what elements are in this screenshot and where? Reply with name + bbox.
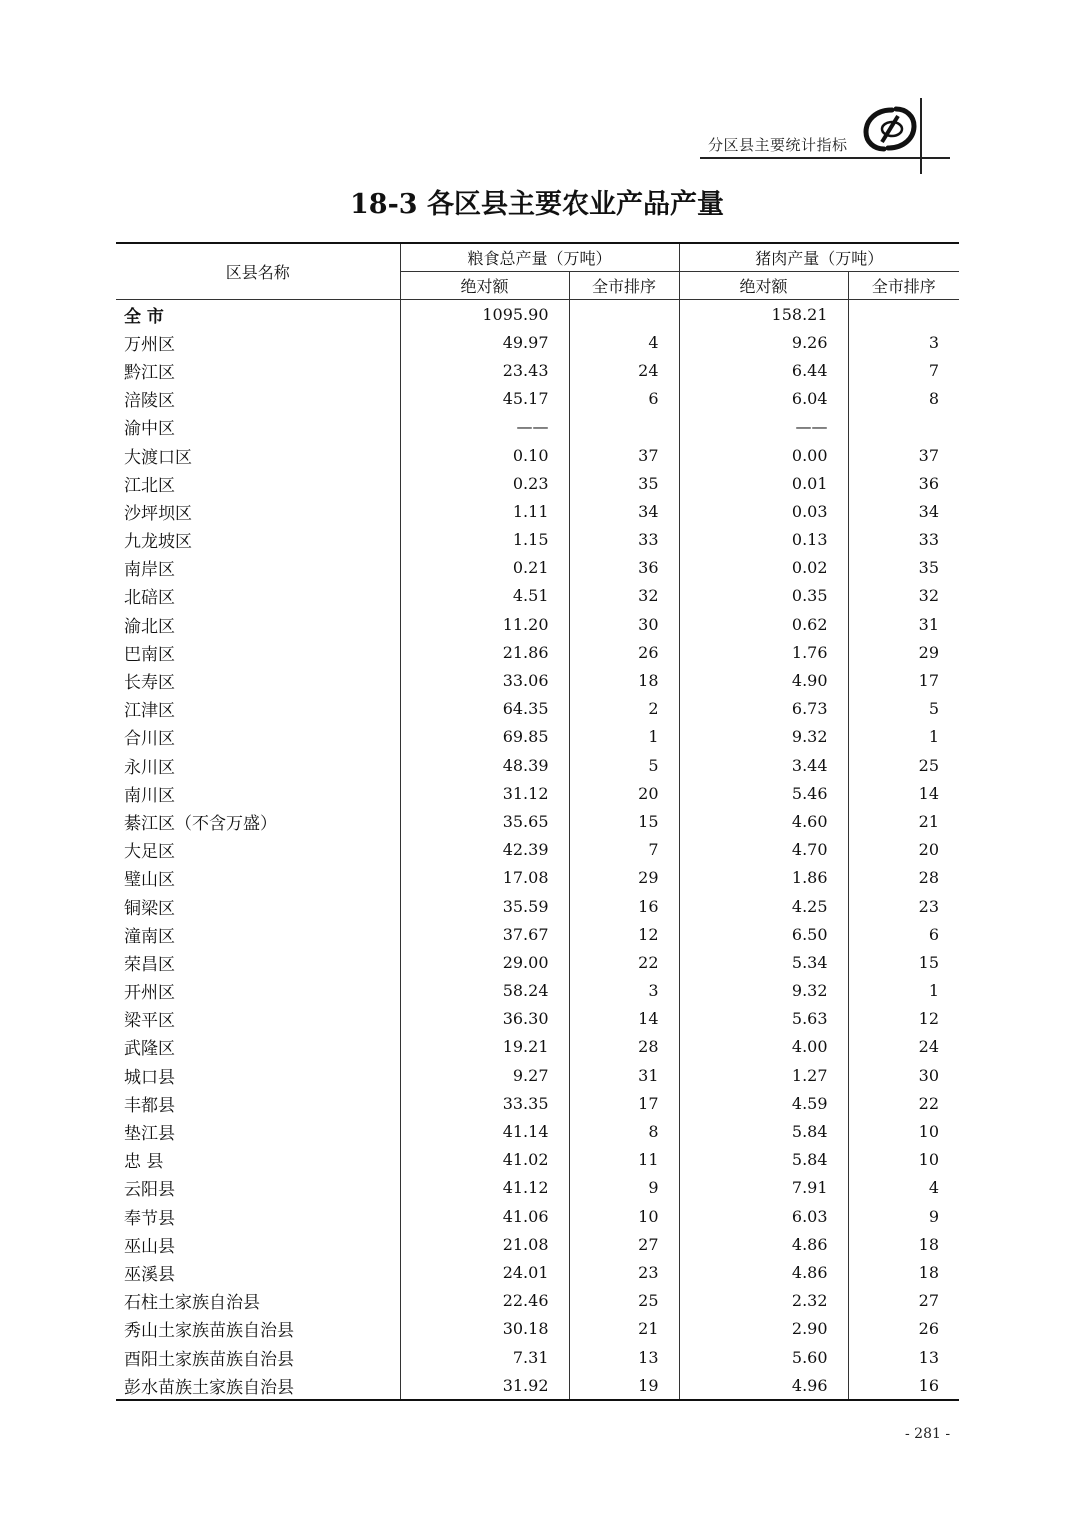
- header-grain: 粮食总产量（万吨）: [400, 243, 679, 272]
- grain-absolute-cell: 49.97: [400, 328, 569, 356]
- district-name-cell: 忠 县: [124, 1152, 164, 1173]
- pork-absolute-cell: 4.70: [679, 836, 848, 864]
- pork-rank-cell: 23: [848, 892, 959, 920]
- grain-absolute-cell: 21.08: [400, 1230, 569, 1258]
- district-name-cell: 巫溪县: [124, 1264, 175, 1285]
- pork-rank-cell: 6: [848, 920, 959, 948]
- section-label: 分区县主要统计指标: [708, 136, 848, 154]
- pork-absolute-cell: 5.34: [679, 948, 848, 976]
- header-district-name: 区县名称: [116, 243, 400, 300]
- district-name-cell: 璧山区: [124, 870, 175, 891]
- grain-absolute-cell: 37.67: [400, 920, 569, 948]
- grain-rank-cell: 3: [569, 977, 679, 1005]
- pork-absolute-cell: 6.03: [679, 1202, 848, 1230]
- grain-rank-cell: 2: [569, 695, 679, 723]
- page-number: - 281 -: [905, 1426, 951, 1442]
- grain-absolute-cell: 0.10: [400, 441, 569, 469]
- pork-absolute-cell: 4.00: [679, 1033, 848, 1061]
- district-name-cell: 渝中区: [124, 419, 175, 440]
- table-row: [116, 723, 959, 751]
- table-row: [116, 836, 959, 864]
- grain-absolute-cell: 35.59: [400, 892, 569, 920]
- district-name-cell: 巫山县: [124, 1236, 175, 1257]
- district-name-cell: 开州区: [124, 983, 175, 1004]
- pork-rank-cell: 3: [848, 328, 959, 356]
- pork-absolute-cell: 5.63: [679, 1005, 848, 1033]
- district-name-cell: 九龙坡区: [124, 532, 192, 553]
- header-vertical-rule: [920, 98, 922, 174]
- pork-absolute-cell: 158.21: [679, 300, 848, 329]
- table-row: [116, 695, 959, 723]
- grain-rank-cell: 24: [569, 356, 679, 384]
- table-row: [116, 807, 959, 835]
- header-rule: [700, 157, 950, 159]
- table-row: [116, 638, 959, 666]
- pork-absolute-cell: 2.90: [679, 1315, 848, 1343]
- pork-rank-cell: 31: [848, 610, 959, 638]
- table-row: [116, 1089, 959, 1117]
- grain-absolute-cell: ——: [400, 413, 569, 441]
- grain-rank-cell: 22: [569, 948, 679, 976]
- grain-rank-cell: 25: [569, 1287, 679, 1315]
- grain-rank-cell: 19: [569, 1371, 679, 1400]
- table-row: [116, 300, 959, 329]
- page-title: 18-3 各区县主要农业产品产量: [350, 189, 724, 220]
- pork-absolute-cell: 0.01: [679, 469, 848, 497]
- table-row: [116, 610, 959, 638]
- grain-rank-cell: 18: [569, 666, 679, 694]
- header-grain-absolute: 绝对额: [400, 272, 569, 300]
- grain-rank-cell: 8: [569, 1117, 679, 1145]
- pork-rank-cell: 10: [848, 1117, 959, 1145]
- grain-absolute-cell: 1.15: [400, 526, 569, 554]
- grain-absolute-cell: 11.20: [400, 610, 569, 638]
- grain-rank-cell: 14: [569, 1005, 679, 1033]
- grain-absolute-cell: 41.14: [400, 1117, 569, 1145]
- district-name-cell: 梁平区: [124, 1011, 175, 1032]
- grain-absolute-cell: 64.35: [400, 695, 569, 723]
- grain-absolute-cell: 36.30: [400, 1005, 569, 1033]
- table-row: [116, 1258, 959, 1286]
- grain-absolute-cell: 24.01: [400, 1258, 569, 1286]
- grain-absolute-cell: 30.18: [400, 1315, 569, 1343]
- header-pork-rank: 全市排序: [848, 272, 959, 300]
- header-pork: 猪肉产量（万吨）: [679, 243, 959, 272]
- district-name-cell: 永川区: [124, 757, 175, 778]
- table-row: [116, 328, 959, 356]
- grain-rank-cell: 27: [569, 1230, 679, 1258]
- district-name-cell: 南川区: [124, 785, 175, 806]
- grain-rank-cell: [569, 300, 679, 329]
- grain-rank-cell: 33: [569, 526, 679, 554]
- pork-rank-cell: 37: [848, 441, 959, 469]
- district-name-cell: 巴南区: [124, 644, 175, 665]
- pork-absolute-cell: 6.73: [679, 695, 848, 723]
- pork-rank-cell: 28: [848, 864, 959, 892]
- district-name-cell: 丰都县: [124, 1095, 175, 1116]
- pork-rank-cell: 1: [848, 977, 959, 1005]
- table-row: [116, 1371, 959, 1400]
- pork-absolute-cell: 4.25: [679, 892, 848, 920]
- pork-absolute-cell: 2.32: [679, 1287, 848, 1315]
- grain-absolute-cell: 23.43: [400, 356, 569, 384]
- table-row: [116, 1146, 959, 1174]
- pork-absolute-cell: 6.04: [679, 385, 848, 413]
- grain-absolute-cell: 7.31: [400, 1343, 569, 1371]
- district-name-cell: 潼南区: [124, 926, 175, 947]
- district-name-cell: 全 市: [124, 306, 164, 327]
- district-name-cell: 沙坪坝区: [124, 503, 192, 524]
- table-row: [116, 385, 959, 413]
- grain-rank-cell: 32: [569, 582, 679, 610]
- grain-absolute-cell: 41.02: [400, 1146, 569, 1174]
- pork-rank-cell: 17: [848, 666, 959, 694]
- grain-absolute-cell: 1.11: [400, 497, 569, 525]
- grain-rank-cell: 37: [569, 441, 679, 469]
- pork-rank-cell: 33: [848, 526, 959, 554]
- pork-rank-cell: 10: [848, 1146, 959, 1174]
- table-row: [116, 1343, 959, 1371]
- table-row: [116, 666, 959, 694]
- table-row: [116, 751, 959, 779]
- table-row: [116, 977, 959, 1005]
- pork-rank-cell: 4: [848, 1174, 959, 1202]
- district-name-cell: 荣昌区: [124, 954, 175, 975]
- pork-rank-cell: [848, 413, 959, 441]
- grain-absolute-cell: 45.17: [400, 385, 569, 413]
- pork-absolute-cell: 5.46: [679, 779, 848, 807]
- grain-absolute-cell: 29.00: [400, 948, 569, 976]
- table-row: [116, 413, 959, 441]
- grain-rank-cell: 7: [569, 836, 679, 864]
- grain-absolute-cell: 33.35: [400, 1089, 569, 1117]
- grain-rank-cell: 28: [569, 1033, 679, 1061]
- district-name-cell: 秀山土家族苗族自治县: [124, 1321, 294, 1342]
- pork-absolute-cell: 0.03: [679, 497, 848, 525]
- table-row: [116, 356, 959, 384]
- pork-absolute-cell: ——: [679, 413, 848, 441]
- pork-absolute-cell: 4.59: [679, 1089, 848, 1117]
- grain-absolute-cell: 35.65: [400, 807, 569, 835]
- grain-rank-cell: 6: [569, 385, 679, 413]
- pork-rank-cell: 32: [848, 582, 959, 610]
- district-name-cell: 云阳县: [124, 1180, 175, 1201]
- table-row: [116, 1202, 959, 1230]
- table-row: [116, 920, 959, 948]
- grain-absolute-cell: 17.08: [400, 864, 569, 892]
- grain-absolute-cell: 21.86: [400, 638, 569, 666]
- header-grain-rank: 全市排序: [569, 272, 679, 300]
- district-name-cell: 北碚区: [124, 588, 175, 609]
- grain-rank-cell: 30: [569, 610, 679, 638]
- pork-rank-cell: 27: [848, 1287, 959, 1315]
- pork-rank-cell: 18: [848, 1230, 959, 1258]
- table-row: [116, 1005, 959, 1033]
- pork-rank-cell: 15: [848, 948, 959, 976]
- grain-rank-cell: 1: [569, 723, 679, 751]
- pork-rank-cell: 12: [848, 1005, 959, 1033]
- grain-absolute-cell: 42.39: [400, 836, 569, 864]
- table-row: [116, 1287, 959, 1315]
- grain-rank-cell: [569, 413, 679, 441]
- grain-rank-cell: 29: [569, 864, 679, 892]
- table-row: [116, 1315, 959, 1343]
- table-row: [116, 554, 959, 582]
- grain-absolute-cell: 4.51: [400, 582, 569, 610]
- pork-absolute-cell: 0.62: [679, 610, 848, 638]
- pork-rank-cell: 35: [848, 554, 959, 582]
- pork-absolute-cell: 0.02: [679, 554, 848, 582]
- grain-absolute-cell: 0.23: [400, 469, 569, 497]
- district-name-cell: 渝北区: [124, 616, 175, 637]
- pork-rank-cell: 34: [848, 497, 959, 525]
- district-name-cell: 彭水苗族土家族自治县: [116, 1371, 400, 1400]
- pork-absolute-cell: 3.44: [679, 751, 848, 779]
- grain-rank-cell: 5: [569, 751, 679, 779]
- table-row: [116, 582, 959, 610]
- grain-absolute-cell: 22.46: [400, 1287, 569, 1315]
- table-row: [116, 1174, 959, 1202]
- pork-rank-cell: 1: [848, 723, 959, 751]
- pork-rank-cell: 16: [848, 1371, 959, 1400]
- table-row: [116, 497, 959, 525]
- pork-absolute-cell: 4.60: [679, 807, 848, 835]
- table-row: [116, 1061, 959, 1089]
- grain-rank-cell: 17: [569, 1089, 679, 1117]
- district-name-cell: 酉阳土家族苗族自治县: [124, 1349, 294, 1370]
- pork-rank-cell: 29: [848, 638, 959, 666]
- table-row: [116, 1117, 959, 1145]
- pork-absolute-cell: 4.96: [679, 1371, 848, 1400]
- pork-rank-cell: 30: [848, 1061, 959, 1089]
- district-name-cell: 大渡口区: [124, 447, 192, 468]
- pork-rank-cell: 13: [848, 1343, 959, 1371]
- grain-rank-cell: 4: [569, 328, 679, 356]
- grain-absolute-cell: 48.39: [400, 751, 569, 779]
- table-row: [116, 526, 959, 554]
- pork-absolute-cell: 4.86: [679, 1230, 848, 1258]
- grain-rank-cell: 12: [569, 920, 679, 948]
- grain-absolute-cell: 58.24: [400, 977, 569, 1005]
- grain-rank-cell: 16: [569, 892, 679, 920]
- grain-rank-cell: 35: [569, 469, 679, 497]
- pork-absolute-cell: 9.32: [679, 723, 848, 751]
- pork-rank-cell: 24: [848, 1033, 959, 1061]
- grain-rank-cell: 9: [569, 1174, 679, 1202]
- grain-absolute-cell: 31.92: [400, 1371, 569, 1400]
- pork-rank-cell: 21: [848, 807, 959, 835]
- pork-rank-cell: 25: [848, 751, 959, 779]
- district-name-cell: 奉节县: [124, 1208, 175, 1229]
- pork-rank-cell: 20: [848, 836, 959, 864]
- table-row: [116, 441, 959, 469]
- grain-rank-cell: 36: [569, 554, 679, 582]
- grain-rank-cell: 26: [569, 638, 679, 666]
- pork-rank-cell: 5: [848, 695, 959, 723]
- pork-absolute-cell: 7.91: [679, 1174, 848, 1202]
- grain-rank-cell: 10: [569, 1202, 679, 1230]
- district-name-cell: 黔江区: [124, 362, 175, 383]
- header-pork-absolute: 绝对额: [679, 272, 848, 300]
- district-name-cell: 江北区: [124, 475, 175, 496]
- pork-rank-cell: [848, 300, 959, 329]
- district-name-cell: 南岸区: [124, 560, 175, 581]
- grain-absolute-cell: 1095.90: [400, 300, 569, 329]
- grain-rank-cell: 34: [569, 497, 679, 525]
- pork-absolute-cell: 4.90: [679, 666, 848, 694]
- grain-absolute-cell: 19.21: [400, 1033, 569, 1061]
- pork-absolute-cell: 1.27: [679, 1061, 848, 1089]
- pork-rank-cell: 18: [848, 1258, 959, 1286]
- pork-absolute-cell: 0.00: [679, 441, 848, 469]
- pork-absolute-cell: 0.35: [679, 582, 848, 610]
- table-row: [116, 779, 959, 807]
- table-row: [116, 864, 959, 892]
- pork-absolute-cell: 5.84: [679, 1117, 848, 1145]
- yearbook-logo-icon: [862, 104, 918, 154]
- pork-rank-cell: 8: [848, 385, 959, 413]
- district-name-cell: 铜梁区: [124, 898, 175, 919]
- pork-absolute-cell: 5.84: [679, 1146, 848, 1174]
- pork-rank-cell: 7: [848, 356, 959, 384]
- pork-absolute-cell: 0.13: [679, 526, 848, 554]
- table-row: [116, 1230, 959, 1258]
- table-row: [116, 948, 959, 976]
- pork-rank-cell: 9: [848, 1202, 959, 1230]
- grain-rank-cell: 23: [569, 1258, 679, 1286]
- grain-absolute-cell: 31.12: [400, 779, 569, 807]
- district-name-cell: 涪陵区: [124, 391, 175, 412]
- pork-rank-cell: 36: [848, 469, 959, 497]
- pork-absolute-cell: 9.32: [679, 977, 848, 1005]
- pork-rank-cell: 22: [848, 1089, 959, 1117]
- grain-absolute-cell: 33.06: [400, 666, 569, 694]
- grain-rank-cell: 31: [569, 1061, 679, 1089]
- pork-absolute-cell: 9.26: [679, 328, 848, 356]
- table-row: [116, 892, 959, 920]
- district-name-cell: 合川区: [124, 729, 175, 750]
- pork-absolute-cell: 6.50: [679, 920, 848, 948]
- table-row: [116, 469, 959, 497]
- grain-rank-cell: 15: [569, 807, 679, 835]
- district-name-cell: 江津区: [124, 701, 175, 722]
- district-name-cell: 垫江县: [124, 1124, 175, 1145]
- district-name-cell: 綦江区（不含万盛）: [124, 813, 277, 834]
- pork-absolute-cell: 1.76: [679, 638, 848, 666]
- district-name-cell: 石柱土家族自治县: [124, 1293, 260, 1314]
- district-name-cell: 武隆区: [124, 1039, 175, 1060]
- table-row: [116, 1033, 959, 1061]
- district-name-cell: 大足区: [124, 842, 175, 863]
- grain-absolute-cell: 69.85: [400, 723, 569, 751]
- district-name-cell: 万州区: [124, 334, 175, 355]
- grain-absolute-cell: 41.06: [400, 1202, 569, 1230]
- agri-output-table: [116, 242, 959, 1401]
- grain-absolute-cell: 41.12: [400, 1174, 569, 1202]
- pork-absolute-cell: 1.86: [679, 864, 848, 892]
- pork-absolute-cell: 5.60: [679, 1343, 848, 1371]
- grain-rank-cell: 21: [569, 1315, 679, 1343]
- grain-rank-cell: 13: [569, 1343, 679, 1371]
- district-name-cell: 长寿区: [124, 673, 175, 694]
- pork-rank-cell: 14: [848, 779, 959, 807]
- grain-rank-cell: 20: [569, 779, 679, 807]
- grain-absolute-cell: 0.21: [400, 554, 569, 582]
- pork-rank-cell: 26: [848, 1315, 959, 1343]
- pork-absolute-cell: 4.86: [679, 1258, 848, 1286]
- grain-absolute-cell: 9.27: [400, 1061, 569, 1089]
- district-name-cell: 城口县: [124, 1067, 175, 1088]
- pork-absolute-cell: 6.44: [679, 356, 848, 384]
- grain-rank-cell: 11: [569, 1146, 679, 1174]
